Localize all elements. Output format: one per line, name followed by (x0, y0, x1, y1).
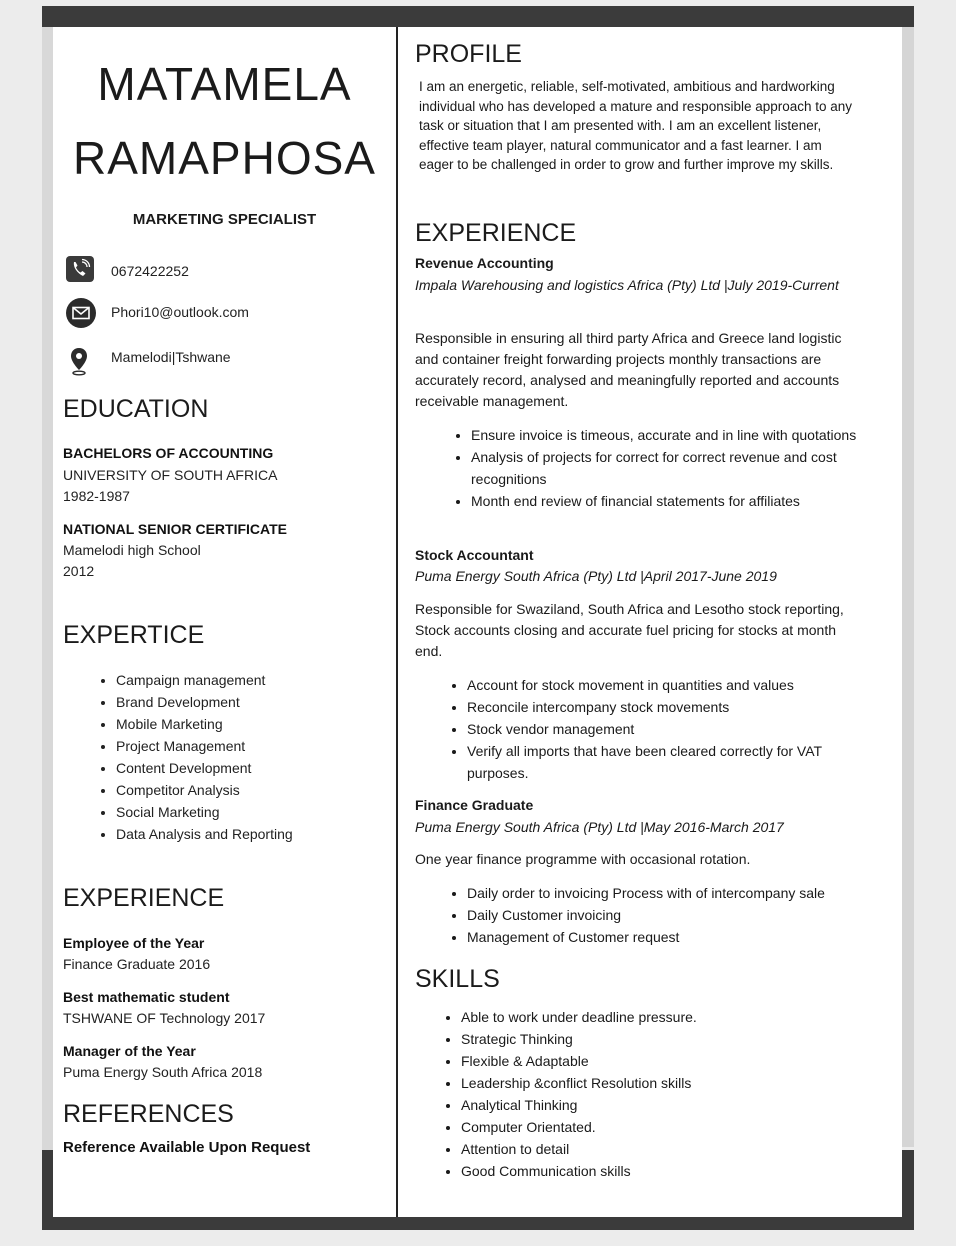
job-company: Puma Energy South Africa (Pty) Ltd |May 2016-March 2017 (415, 819, 784, 835)
job-company: Impala Warehousing and logistics Africa (Pty) Ltd |July 2019-Current (415, 277, 839, 293)
list-item: • Mobile Marketing (116, 713, 293, 735)
education-school: UNIVERSITY OF SOUTH AFRICA (63, 467, 278, 483)
award-title: Manager of the Year (63, 1043, 196, 1059)
list-item: • Account for stock movement in quantities and values (467, 674, 887, 696)
education-school: Mamelodi high School (63, 542, 201, 558)
education-degree: BACHELORS OF ACCOUNTING (63, 445, 274, 461)
list-item: • Reconcile intercompany stock movements (467, 696, 887, 718)
references-text: Reference Available Upon Request (63, 1139, 311, 1156)
list-item: • Flexible & Adaptable (461, 1050, 891, 1072)
list-item: • Attention to detail (461, 1138, 891, 1160)
job-description: One year finance programme with occasional rotation. (415, 851, 751, 867)
list-item: • Daily order to invoicing Process with of intercompany sale (467, 882, 897, 904)
email-icon (65, 297, 97, 334)
resume-page (53, 27, 902, 1217)
award-detail: TSHWANE OF Technology 2017 (63, 1010, 266, 1026)
list-item: • Campaign management (116, 669, 293, 691)
job-role: Stock Accountant (415, 547, 534, 563)
experience-heading: EXPERIENCE (415, 219, 577, 247)
expertise-heading: EXPERTICE (63, 621, 205, 649)
skills-list (434, 1006, 891, 1182)
job-bullets (444, 424, 891, 512)
expertise-list (89, 669, 293, 845)
award-title: Employee of the Year (63, 935, 205, 951)
list-item: • Management of Customer request (467, 926, 897, 948)
list-item: • Social Marketing (116, 801, 293, 823)
location: Mamelodi|Tshwane (111, 349, 231, 365)
education-heading: EDUCATION (63, 395, 209, 423)
job-role: Revenue Accounting (415, 255, 554, 271)
education-years: 2012 (63, 563, 95, 579)
profile-heading: PROFILE (415, 40, 522, 68)
email-address: Phori10@outlook.com (111, 304, 249, 320)
references-heading: REFERENCES (63, 1100, 234, 1128)
phone-number: 0672422252 (111, 263, 189, 279)
education-degree: NATIONAL SENIOR CERTIFICATE (63, 521, 287, 537)
job-title: MARKETING SPECIALIST (132, 211, 317, 228)
list-item: • Strategic Thinking (461, 1028, 891, 1050)
education-years: 1982-1987 (63, 488, 130, 504)
list-item: • Content Development (116, 757, 293, 779)
list-item: • Competitor Analysis (116, 779, 293, 801)
job-company: Puma Energy South Africa (Pty) Ltd |April 2017-June 2019 (415, 568, 777, 584)
job-bullets (440, 674, 887, 784)
list-item: • Able to work under deadline pressure. (461, 1006, 891, 1028)
job-description: Responsible in ensuring all third party Africa and Greece land logistic and container freight forwarding projects monthly transactions are accurately record, analysed and meaningfully reported and accounts receivable management. (415, 330, 842, 409)
location-pin-icon (67, 346, 91, 381)
top-frame-bar (42, 6, 914, 27)
list-item: • Verify all imports that have been cleared correctly for VAT purposes. (467, 740, 887, 784)
list-item: • Month end review of financial statements for affiliates (471, 490, 891, 512)
award-detail: Puma Energy South Africa 2018 (63, 1064, 263, 1080)
phone-icon (65, 255, 95, 288)
list-item: • Analysis of projects for correct for correct revenue and cost recognitions (471, 446, 891, 490)
list-item: • Computer Orientated. (461, 1116, 891, 1138)
bottom-frame-bar (42, 1217, 914, 1230)
list-item: • Project Management (116, 735, 293, 757)
skills-heading: SKILLS (415, 965, 500, 993)
last-name: RAMAPHOSA (73, 132, 376, 184)
job-bullets (440, 882, 897, 948)
list-item: • Leadership &conflict Resolution skills (461, 1072, 891, 1094)
list-item: • Daily Customer invoicing (467, 904, 897, 926)
list-item: • Data Analysis and Reporting (116, 823, 293, 845)
awards-heading: EXPERIENCE (63, 884, 225, 912)
list-item: • Ensure invoice is timeous, accurate and in line with quotations (471, 424, 891, 446)
left-frame-rail (42, 27, 53, 1217)
job-description: Responsible for Swaziland, South Africa and Lesotho stock reporting, Stock accounts closing and accurate fuel pricing for stocks at month end. (415, 601, 844, 659)
list-item: • Analytical Thinking (461, 1094, 891, 1116)
award-detail: Finance Graduate 2016 (63, 956, 211, 972)
first-name: MATAMELA (97, 58, 352, 110)
list-item: • Good Communication skills (461, 1160, 891, 1182)
award-title: Best mathematic student (63, 989, 230, 1005)
right-frame-rail (902, 27, 914, 1147)
list-item: • Stock vendor management (467, 718, 887, 740)
profile-text: I am an energetic, reliable, self-motivated, ambitious and hardworking individual who has developed a mature and responsible approach to any task or situation that I am presented with. I am an excellent listener, effective team player, natural communicator and a fast learner. I am eager to be challenged in order to grow and further improve my skills. (419, 79, 853, 173)
job-role: Finance Graduate (415, 797, 534, 813)
column-divider (396, 27, 398, 1217)
list-item: • Brand Development (116, 691, 293, 713)
